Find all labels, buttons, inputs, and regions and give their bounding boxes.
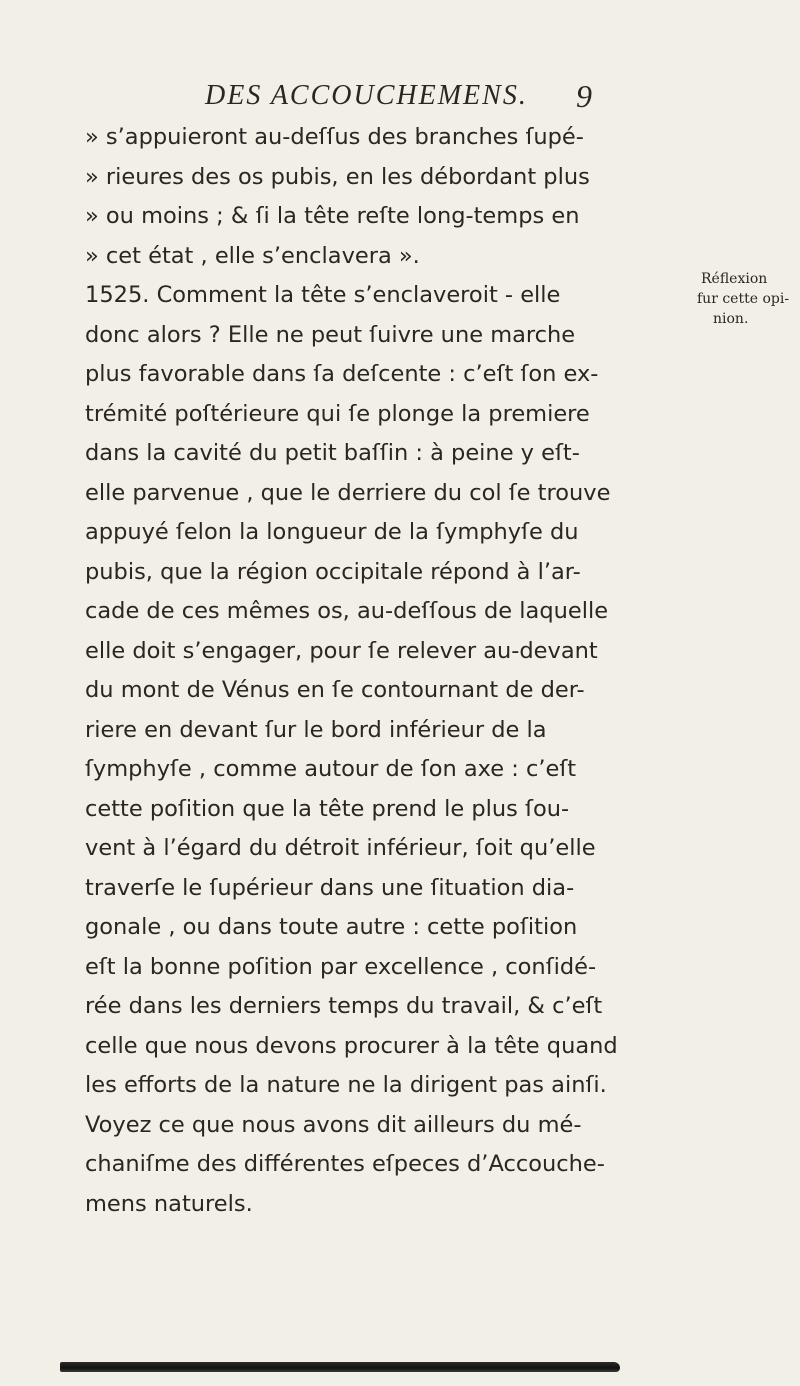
page-number: 9 (576, 78, 592, 114)
text-line: celle que nous devons procurer à la tête quand (85, 1032, 618, 1059)
text-line: mens naturels. (85, 1190, 253, 1217)
marginal-note-line: fur cette opi- (697, 291, 790, 307)
text-line: riere en devant ſur le bord inférieur de la (85, 716, 547, 743)
text-line: donc alors ? Elle ne peut ſuivre une marche (85, 321, 576, 348)
text-line: cade de ces mêmes os, au-deſſous de laquelle (85, 598, 609, 624)
text-line: rée dans les derniers temps du travail, & c’eſt (85, 993, 603, 1019)
text-line: 1525. Comment la tête s’enclaveroit - elle (85, 282, 561, 308)
marginal-note-line: nion. (713, 311, 749, 327)
text-line: cette poſition que la tête prend le plus ſou- (85, 795, 570, 822)
text-line: plus favorable dans ſa deſcente : c’eſt ſon ex- (85, 361, 599, 387)
page-header (0, 70, 800, 120)
text-line: traverſe le ſupérieur dans une ſituation dia- (85, 874, 575, 901)
body-text (85, 118, 618, 1224)
text-line: » ou moins ; & ſi la tête reſte long-temps en (85, 203, 580, 229)
text-line: » cet état , elle s’enclavera ». (85, 242, 420, 269)
text-line: elle doit s’engager, pour ſe relever au-devant (85, 637, 598, 664)
marginal-note (697, 269, 797, 329)
text-line: » rieures des os pubis, en les débordant plus (85, 163, 590, 190)
text-line: du mont de Vénus en ſe contournant de der- (85, 677, 585, 703)
text-line: appuyé ſelon la longueur de la ſymphyſe du (85, 519, 579, 545)
text-line: les efforts de la nature ne la dirigent pas ainſi. (85, 1072, 607, 1098)
text-line: Voyez ce que nous avons dit ailleurs du mé- (85, 1111, 582, 1138)
bottom-edge-rule (60, 1362, 620, 1372)
text-line: vent à l’égard du détroit inférieur, ſoit qu’elle (85, 835, 596, 861)
text-line: trémité poſtérieure qui ſe plonge la premiere (85, 400, 590, 427)
text-line: ſymphyſe , comme autour de ſon axe : c’eſt (85, 756, 577, 782)
text-line: dans la cavité du petit baſſin : à peine y eſt- (85, 440, 580, 466)
text-line: gonale , ou dans toute autre : cette poſition (85, 914, 578, 940)
text-line: chaniſme des différentes eſpeces d’Accouche- (85, 1151, 605, 1177)
marginal-note-line: Réflexion (701, 271, 768, 287)
running-title: DES ACCOUCHEMENS. (205, 80, 528, 111)
text-line: eſt la bonne poſition par excellence , conſidé- (85, 953, 597, 980)
text-line: pubis, que la région occipitale répond à l’ar- (85, 558, 581, 585)
text-line: elle parvenue , que le derriere du col ſe trouve (85, 479, 611, 506)
text-line: » s’appuieront au-deſſus des branches ſupé- (85, 124, 584, 150)
